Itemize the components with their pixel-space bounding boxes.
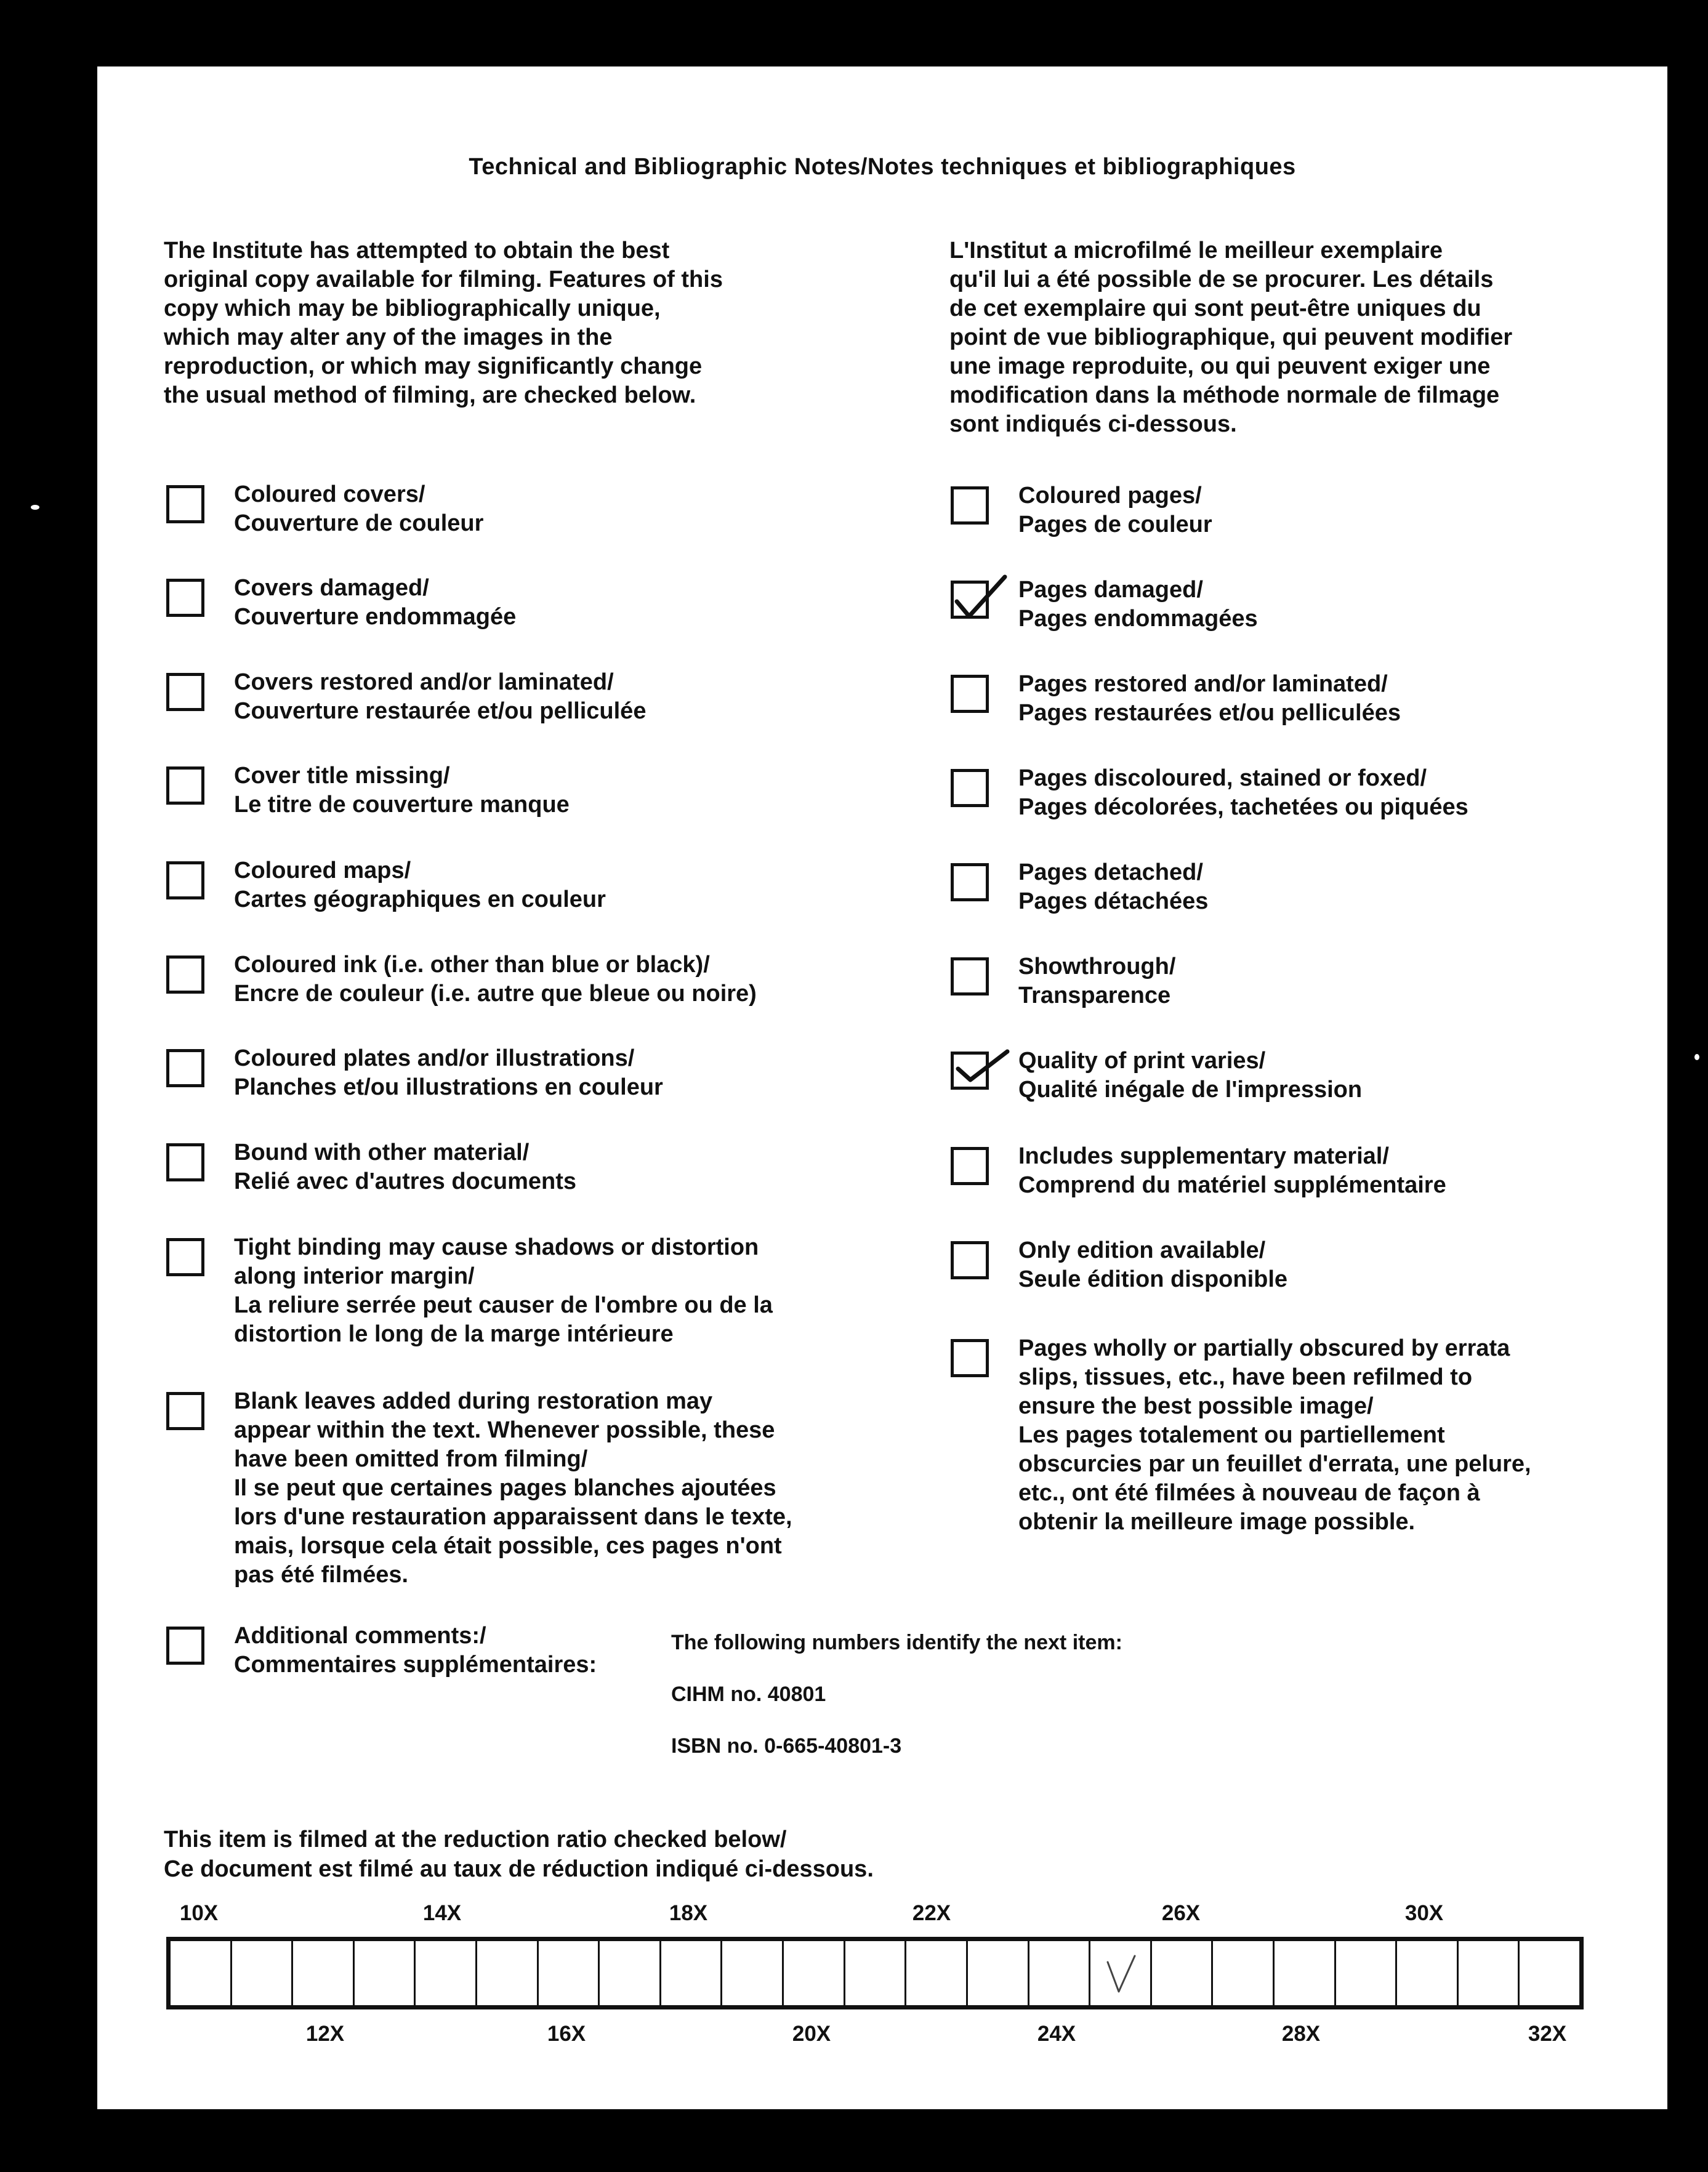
ratio-cell[interactable] — [1520, 1941, 1579, 2005]
option-label: Pages restored and/or laminated/ Pages restaurées et/ou pelliculées — [1018, 671, 1401, 726]
ratio-label-20x: 20X — [792, 2022, 831, 2046]
ratio-cell[interactable] — [968, 1941, 1029, 2005]
checkbox[interactable] — [166, 955, 204, 994]
ratio-cell[interactable] — [784, 1941, 845, 2005]
ratio-label-18x: 18X — [669, 1901, 708, 1925]
option-label: Coloured pages/ Pages de couleur — [1018, 483, 1212, 537]
option-label: Pages damaged/ Pages endommagées — [1018, 577, 1258, 632]
ratio-cell[interactable] — [906, 1941, 968, 2005]
ratio-label-32x: 32X — [1528, 2022, 1567, 2046]
option-label: Includes supplementary material/ Comprend du matériel supplémentaire — [1018, 1143, 1446, 1198]
scan-speck — [31, 505, 39, 510]
checkbox[interactable] — [951, 1147, 989, 1185]
checkbox[interactable] — [166, 861, 204, 899]
checkbox[interactable] — [951, 1339, 989, 1377]
checkbox[interactable] — [951, 1241, 989, 1279]
option-label: Covers damaged/ Couverture endommagée — [234, 575, 517, 630]
intro-french: L'Institut a microfilmé le meilleur exemplaire qu'il lui a été possible de se procurer. Les détails de cet exemplaire qui sont peut-être uniques du point de vue bibliographique, qui peuvent modifier une image reproduite, ou qui peuvent exiger une modification dans la méthode normale de filmage sont indiqués ci-dessous. — [949, 238, 1513, 437]
ratio-label-16x: 16X — [547, 2022, 586, 2046]
checkbox[interactable] — [951, 957, 989, 996]
checkmark-icon — [1097, 1950, 1146, 1999]
ratio-cell[interactable] — [355, 1941, 416, 2005]
checkbox[interactable] — [166, 1049, 204, 1087]
checkbox[interactable] — [166, 1392, 204, 1430]
checkmark-icon — [951, 1043, 1009, 1101]
ratio-cell[interactable] — [1213, 1941, 1275, 2005]
checkbox[interactable] — [166, 766, 204, 805]
ratio-cell[interactable] — [1029, 1941, 1091, 2005]
scan-speck — [1694, 1054, 1699, 1060]
option-label: Pages wholly or partially obscured by errata slips, tissues, etc., have been refilmed to ensure the best possible image/ Les pages totalement ou partiellement obscurcies par un feuillet d'errata, une pelure, etc., ont été filmées à nouveau de façon à obtenir la meilleure image possible. — [1018, 1335, 1531, 1535]
ratio-label-26x: 26X — [1161, 1901, 1201, 1925]
ratio-cell[interactable] — [1459, 1941, 1520, 2005]
ratio-cell[interactable] — [661, 1941, 723, 2005]
ratio-cell[interactable] — [171, 1941, 232, 2005]
ratio-label-12x: 12X — [305, 2022, 345, 2046]
checkbox[interactable] — [166, 485, 204, 523]
ratio-cell[interactable] — [600, 1941, 661, 2005]
option-label: Quality of print varies/ Qualité inégale de l'impression — [1018, 1048, 1363, 1103]
checkbox[interactable] — [166, 673, 204, 711]
reduction-ratio-text: This item is filmed at the reduction ratio checked below/ Ce document est filmé au taux de réduction indiqué ci-dessous. — [164, 1827, 874, 1882]
checkbox[interactable] — [166, 1143, 204, 1181]
next-item-heading: The following numbers identify the next item: — [671, 1631, 1122, 1654]
ratio-cell[interactable] — [845, 1941, 907, 2005]
option-label: Coloured maps/ Cartes géographiques en couleur — [234, 858, 606, 912]
option-label: Bound with other material/ Relié avec d'autres documents — [234, 1140, 577, 1194]
ratio-label-28x: 28X — [1281, 2022, 1321, 2046]
option-label: Covers restored and/or laminated/ Couverture restaurée et/ou pelliculée — [234, 669, 647, 724]
ratio-label-30x: 30X — [1404, 1901, 1444, 1925]
ratio-cell[interactable] — [539, 1941, 600, 2005]
ratio-cell[interactable] — [232, 1941, 294, 2005]
option-label: Coloured ink (i.e. other than blue or black)/ Encre de couleur (i.e. autre que bleue ou noire) — [234, 952, 757, 1007]
intro-english: The Institute has attempted to obtain the best original copy available for filming. Features of this copy which may be bibliographically unique, which may alter any of the images in the reproduction, or which may significantly change the usual method of filming, are checked below. — [164, 238, 723, 408]
ratio-cell[interactable] — [416, 1941, 477, 2005]
checkbox[interactable] — [166, 1627, 204, 1665]
option-label: Blank leaves added during restoration may appear within the text. Whenever possible, these have been omitted from filming/ Il se peut que certaines pages blanches ajoutées lors d'une restauration apparaissent dans le texte, mais, lorsque cela était possible, ces pages n'ont pas été filmées. — [234, 1388, 792, 1588]
checkbox[interactable] — [166, 1238, 204, 1276]
ratio-cell[interactable] — [1152, 1941, 1214, 2005]
ratio-cell[interactable] — [477, 1941, 539, 2005]
option-label: Pages detached/ Pages détachées — [1018, 859, 1209, 914]
ratio-label-22x: 22X — [912, 1901, 951, 1925]
checkmark-icon — [951, 572, 1009, 630]
option-label: Showthrough/ Transparence — [1018, 954, 1176, 1008]
document-page — [97, 66, 1667, 2109]
page-title: Technical and Bibliographic Notes/Notes techniques et bibliographiques — [469, 154, 1296, 180]
option-label: Coloured covers/ Couverture de couleur — [234, 481, 484, 536]
cihm-number: CIHM no. 40801 — [671, 1683, 826, 1706]
ratio-cell-checked[interactable] — [1090, 1941, 1152, 2005]
option-label: Pages discoloured, stained or foxed/ Pages décolorées, tachetées ou piquées — [1018, 765, 1468, 820]
ratio-cell[interactable] — [722, 1941, 784, 2005]
reduction-ratio-ruler — [166, 1937, 1584, 2009]
ratio-label-24x: 24X — [1037, 2022, 1076, 2046]
option-label: Additional comments:/ Commentaires supplémentaires: — [234, 1623, 597, 1678]
isbn-number: ISBN no. 0-665-40801-3 — [671, 1734, 902, 1758]
ratio-cell[interactable] — [1275, 1941, 1336, 2005]
option-label: Tight binding may cause shadows or distortion along interior margin/ La reliure serrée peut causer de l'ombre ou de la distortion le long de la marge intérieure — [234, 1234, 773, 1347]
option-label: Cover title missing/ Le titre de couverture manque — [234, 763, 570, 818]
checkbox[interactable] — [951, 769, 989, 807]
ratio-label-10x: 10X — [179, 1901, 219, 1925]
ratio-cell[interactable] — [293, 1941, 355, 2005]
checkbox[interactable] — [951, 675, 989, 713]
ratio-cell[interactable] — [1397, 1941, 1459, 2005]
checkbox[interactable] — [951, 486, 989, 525]
ratio-cell[interactable] — [1336, 1941, 1398, 2005]
ratio-label-14x: 14X — [422, 1901, 462, 1925]
option-label: Coloured plates and/or illustrations/ Planches et/ou illustrations en couleur — [234, 1045, 663, 1100]
option-label: Only edition available/ Seule édition disponible — [1018, 1237, 1288, 1292]
checkbox[interactable] — [166, 579, 204, 617]
checkbox[interactable] — [951, 863, 989, 901]
